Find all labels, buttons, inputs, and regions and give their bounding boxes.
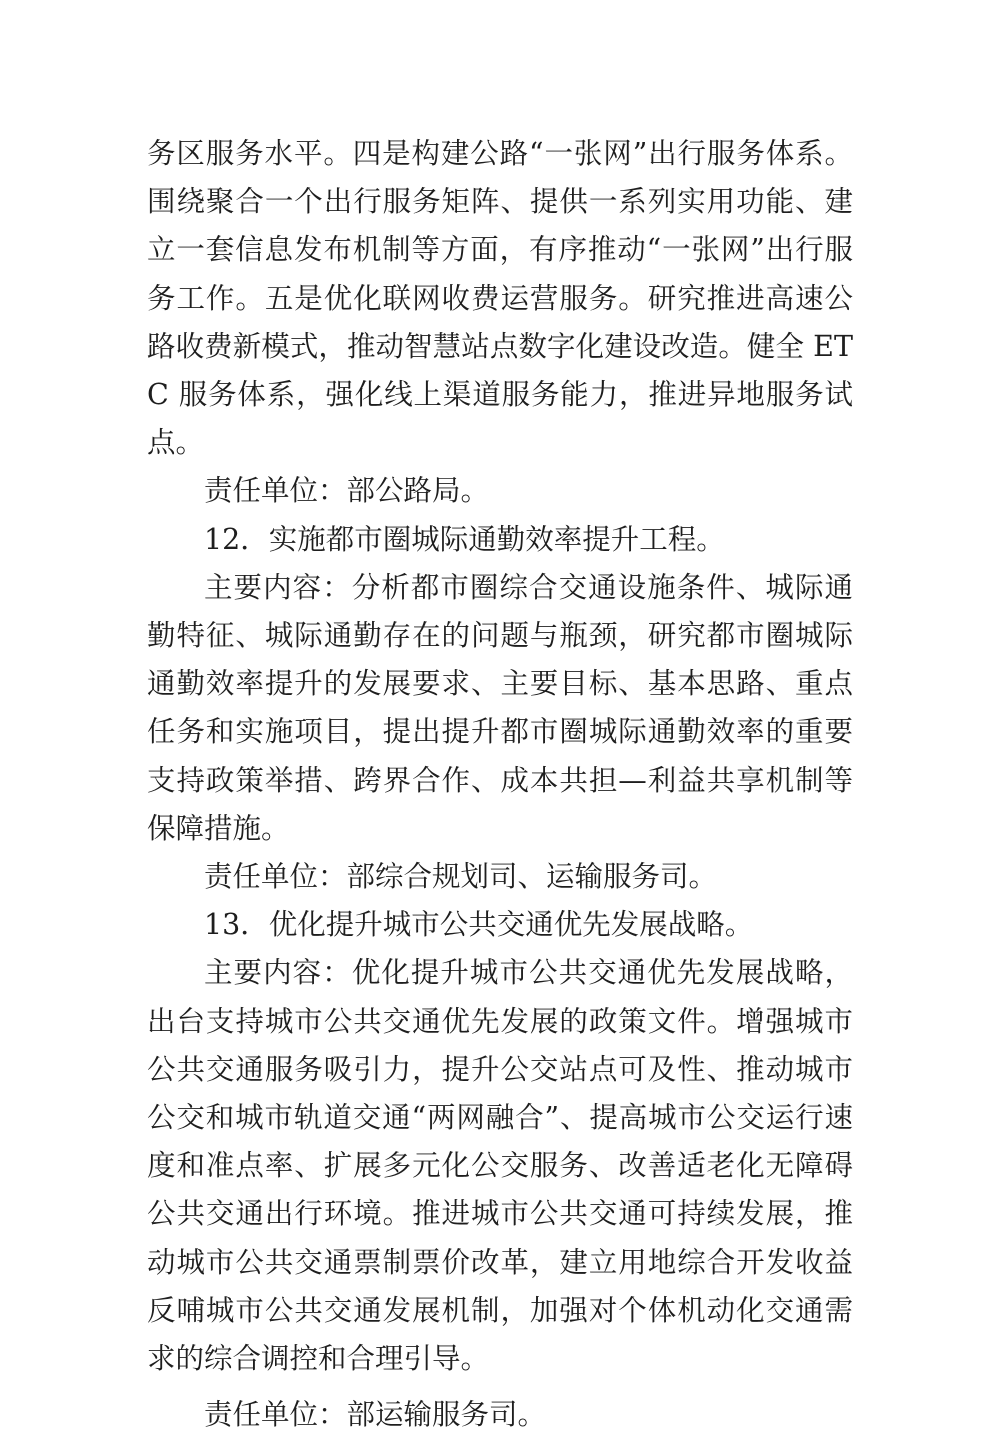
paragraph-metro-commute-content: 主要内容：分析都市圈综合交通设施条件、城际通勤特征、城际通勤存在的问题与瓶颈，研究都市圈城际通勤效率提升的发展要求、主要目标、基本思路、重点任务和实施项目，提出提升都市圈城际通勤效率的重要支持政策举措、跨界合作、成本共担—利益共享机制等保障措施。 (147, 570, 853, 845)
document-body (147, 130, 853, 1439)
paragraph-responsible-unit-highway: 责任单位：部公路局。 (204, 474, 490, 508)
paragraph-responsible-unit-transport: 责任单位：部运输服务司。 (204, 1398, 547, 1432)
item-heading-13: 13．优化提升城市公共交通优先发展战略。 (204, 908, 754, 942)
paragraph-public-transit-content: 主要内容：优化提升城市公共交通优先发展战略，出台支持城市公共交通优先发展的政策文件。增强城市公共交通服务吸引力，提升公交站点可及性、推动城市公交和城市轨道交通“两网融合”、提高城市公交运行速度和准点率、扩展多元化公交服务、改善适老化无障碍公共交通出行环境。推进城市公共交通可持续发展，推动城市公共交通票制票价改革，建立用地综合开发收益反哺城市公共交通发展机制，加强对个体机动化交通需求的综合调控和合理引导。 (147, 956, 853, 1376)
item-heading-12: 12．实施都市圈城际通勤效率提升工程。 (204, 522, 725, 556)
paragraph-highway-services: 务区服务水平。四是构建公路“一张网”出行服务体系。围绕聚合一个出行服务矩阵、提供一系列实用功能、建立一套信息发布机制等方面，有序推动“一张网”出行服务工作。五是优化联网收费运营服务。研究推进高速公路收费新模式，推动智慧站点数字化建设改造。健全 ETC 服务体系，强化线上渠道服务能力，推进异地服务试点。 (147, 137, 853, 460)
paragraph-responsible-unit-planning: 责任单位：部综合规划司、运输服务司。 (204, 860, 718, 894)
